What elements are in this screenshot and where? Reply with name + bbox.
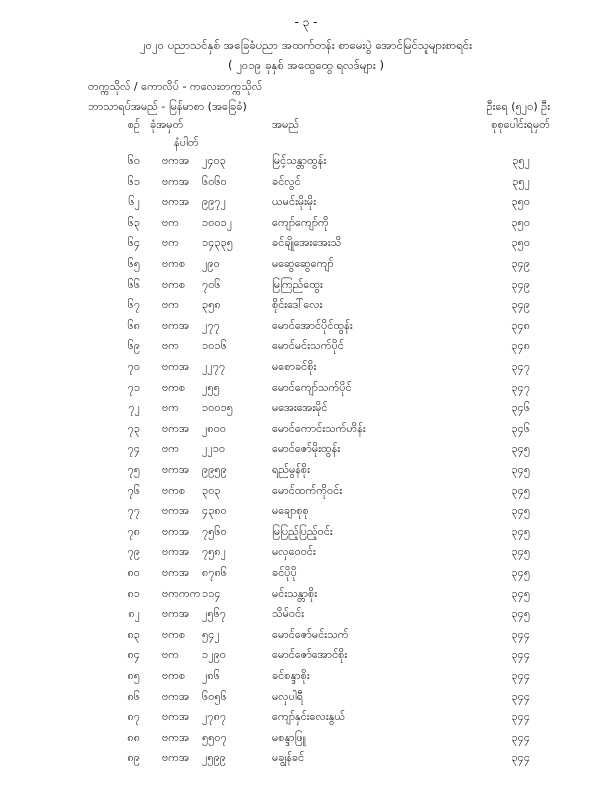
student-name: မအေးအေးမိုင် — [272, 401, 328, 415]
total-marks: ၃၄၇ — [511, 360, 530, 373]
table-row — [0, 525, 612, 545]
roll-prefix: ဗကအ — [162, 689, 190, 703]
roll-number: ၂၅၅ — [202, 380, 220, 394]
roll-number: ၃၅၈ — [202, 298, 221, 312]
row-number: ၈၅ — [127, 669, 140, 682]
row-number: ၈၈ — [127, 730, 140, 744]
row-number: ၆၉ — [127, 339, 140, 353]
table-row — [0, 731, 612, 751]
roll-prefix: ဗကအ — [162, 154, 190, 167]
row-number: ၇၃ — [127, 421, 140, 435]
total-marks: ၃၄၅ — [511, 545, 530, 559]
roll-prefix: ဗက — [162, 236, 180, 250]
roll-prefix: ဗက — [162, 401, 180, 415]
total-marks: ၃၅၀ — [511, 236, 530, 250]
row-number: ၇၄ — [127, 442, 140, 456]
row-number: ၇၉ — [127, 545, 140, 559]
student-name: မင်းသန္တာစိုး — [272, 586, 317, 600]
student-name: မောင်မင်းသက်ပိုင် — [272, 339, 344, 353]
table-row — [0, 442, 612, 462]
roll-prefix: ဗကစ — [162, 380, 186, 394]
table-row — [0, 545, 612, 565]
table-row — [0, 422, 612, 442]
university-line: တက္ကသိုလ် / ကောလိပ် - ကလေးတက္ကသိုလ် — [88, 80, 263, 93]
table-row — [0, 236, 612, 256]
table-row — [0, 298, 612, 318]
row-number: ၆၈ — [127, 318, 140, 332]
roll-number: ၁၄၃၃၅ — [202, 236, 233, 250]
roll-prefix: ဗက — [162, 339, 180, 353]
roll-number: ၂၉၀ — [202, 257, 220, 270]
roll-prefix: ဗကအ — [162, 318, 190, 332]
roll-number: ၇၀၆ — [202, 277, 221, 291]
student-name: မောင်ကျော်သက်ပိုင် — [272, 380, 352, 394]
row-number: ၈၇ — [127, 710, 140, 724]
page-number: - ၃ - — [294, 15, 318, 29]
roll-number: ၂၈၀၀ — [202, 421, 227, 435]
document-subtitle: ( ၂၀၁၉ ခုနှစ် အထွေထွေ ရလဒ်များ ) — [228, 58, 384, 72]
roll-number: ၂၂၇၇ — [202, 360, 226, 373]
row-number: ၇၇ — [127, 504, 140, 518]
roll-number: ၂၅၉၉ — [202, 751, 226, 765]
row-number: ၇၁ — [127, 380, 140, 394]
row-number: ၈၂ — [128, 607, 140, 621]
candidate-count: ဦးရေ (၅၂၀) ဦး — [486, 100, 550, 113]
table-row — [0, 175, 612, 195]
roll-number: ၁၁၄ — [202, 586, 221, 600]
student-name: မောင်ကောင်းသက်ဟိန်း — [272, 421, 366, 435]
roll-number: ၆၀၅၆ — [202, 689, 227, 703]
roll-prefix: ဗကအ — [162, 360, 190, 373]
column-header-roll-sub: နံပါတ် — [174, 136, 199, 149]
roll-number: ၂၅၆၇ — [202, 607, 226, 621]
total-marks: ၃၄၅ — [511, 586, 530, 600]
roll-number: ၉၉၅၉ — [202, 463, 227, 476]
total-marks: ၃၄၇ — [511, 380, 530, 394]
total-marks: ၃၄၅ — [511, 566, 530, 579]
table-row — [0, 257, 612, 277]
row-number: ၈၁ — [127, 586, 140, 600]
student-name: မောင်ဇော်မိုးထွန်း — [272, 442, 341, 456]
roll-number: ၃၀၃ — [202, 483, 221, 497]
roll-prefix: ဗကအ — [162, 463, 190, 476]
total-marks: ၃၅၀ — [511, 195, 530, 209]
table-row — [0, 195, 612, 215]
roll-prefix: ဗက — [162, 215, 180, 229]
student-name: မချောစုစု — [272, 504, 309, 518]
total-marks: ၃၄၅ — [511, 524, 530, 538]
student-name: ခင်စန္ဒာစိုး — [272, 669, 310, 682]
student-name: သိမ်ဝင်း — [272, 607, 304, 621]
student-name: ခင်ပိုပို — [272, 566, 297, 579]
table-row — [0, 381, 612, 401]
row-number: ၈၄ — [127, 648, 140, 662]
table-row — [0, 278, 612, 298]
total-marks: ၃၄၅ — [511, 463, 530, 476]
row-number: ၇၆ — [127, 483, 140, 497]
row-number: ၆၁ — [127, 174, 140, 188]
total-marks: ၃၄၅ — [511, 504, 530, 518]
roll-prefix: ဗကအ — [162, 195, 190, 209]
total-marks: ၃၄၆ — [511, 421, 530, 435]
roll-prefix: ဗကအ — [162, 566, 190, 579]
total-marks: ၃၅၂ — [512, 174, 530, 188]
student-name: ယမင်းမိုးမိုး — [272, 195, 317, 209]
row-number: ၈၉ — [127, 751, 140, 765]
total-marks: ၃၄၄ — [511, 751, 530, 765]
student-name: မြကြည်ထွေး — [272, 277, 323, 291]
row-number: ၈၀ — [127, 566, 140, 579]
row-number: ၆၅ — [127, 257, 140, 270]
row-number: ၈၆ — [127, 689, 140, 703]
subject-line: ဘာသာရပ်အမည် - မြန်မာစာ (အခြေခံ) — [88, 100, 247, 113]
student-name: မဆွေဆွေကျော် — [272, 257, 334, 270]
student-name: မောင်အောင်ပိုင်ထွန်း — [272, 318, 353, 332]
table-row — [0, 360, 612, 380]
roll-prefix: ဗကစ — [162, 277, 186, 291]
table-row — [0, 710, 612, 730]
student-name: စိုင်းဒေါ်လေး — [272, 298, 323, 312]
roll-number: ၂၇၇ — [202, 318, 220, 332]
roll-number: ၈၇၈၆ — [202, 566, 227, 579]
total-marks: ၃၄၆ — [511, 401, 530, 415]
student-name: မြင့်သန္တာထွန်း — [272, 154, 327, 167]
roll-prefix: ဗကကက — [162, 586, 201, 600]
roll-number: ၂၂၁၀ — [202, 442, 226, 456]
total-marks: ၃၄၄ — [511, 730, 530, 744]
roll-number: ၇၅၈၂ — [202, 545, 227, 559]
roll-prefix: ဗကအ — [162, 504, 190, 518]
total-marks: ၃၄၅ — [511, 483, 530, 497]
total-marks: ၃၄၄ — [511, 689, 530, 703]
document-title: ၂၀၂၀ ပညာသင်နှစ် အခြေခံပညာ အထက်တန်း စာမေးပွဲ အောင်မြင်သူများစာရင်း — [139, 38, 473, 52]
student-name: မလှပါရီ — [272, 689, 304, 703]
total-marks: ၃၄၅ — [511, 607, 530, 621]
row-number: ၇၅ — [127, 463, 140, 476]
table-row — [0, 463, 612, 483]
student-name: မစန္ဒာဖြူ — [272, 730, 306, 744]
table-row — [0, 566, 612, 586]
table-row — [0, 751, 612, 771]
table-row — [0, 154, 612, 174]
roll-prefix: ဗကအ — [162, 730, 190, 744]
roll-number: ၁၀၀၁၅ — [202, 401, 233, 415]
total-marks: ၃၅၀ — [511, 215, 530, 229]
student-name: မချွန်ခင် — [272, 751, 305, 765]
roll-prefix: ဗက — [162, 442, 180, 456]
roll-prefix: ဗကအ — [162, 607, 190, 621]
student-name: ခင်လွင် — [272, 174, 301, 188]
total-marks: ၃၄၄ — [511, 627, 530, 641]
column-header-marks: စုစုပေါင်းရမှတ် — [491, 118, 550, 131]
table-row — [0, 628, 612, 648]
row-number: ၇၀ — [127, 360, 140, 373]
table-row — [0, 319, 612, 339]
column-header-roll: ခုံအမှတ် — [150, 118, 184, 131]
row-number: ၆၀ — [127, 154, 140, 167]
row-number: ၆၆ — [127, 277, 140, 291]
table-row — [0, 339, 612, 359]
roll-prefix: ဗကအ — [162, 421, 190, 435]
student-name: ကျော်နှင်းလေးနွယ် — [272, 710, 346, 724]
student-name: ခင်ချိုအေးအေးသိ — [272, 236, 342, 250]
roll-number: ၅၄၂ — [202, 627, 220, 641]
total-marks: ၃၄၄ — [511, 710, 530, 724]
roll-number: ၁၀၀၁၂ — [202, 215, 233, 229]
student-name: မောင်ဇော်အောင်စိုး — [272, 648, 348, 662]
student-name: မလှဝေဝင်း — [272, 545, 316, 559]
table-row — [0, 484, 612, 504]
table-row — [0, 648, 612, 668]
roll-prefix: ဗကစ — [162, 627, 186, 641]
roll-prefix: ဗကစ — [162, 483, 186, 497]
student-name: မြပြည့်ပြည့်ဝင်း — [272, 524, 333, 538]
roll-prefix: ဗက — [162, 298, 180, 312]
row-number: ၆၂ — [128, 195, 140, 209]
row-number: ၇၈ — [127, 524, 140, 538]
total-marks: ၃၄၄ — [511, 648, 530, 662]
roll-prefix: ဗကအ — [162, 524, 190, 538]
roll-number: ၂၄၀၃ — [202, 154, 226, 167]
total-marks: ၃၄၈ — [511, 318, 530, 332]
total-marks: ၃၅၂ — [512, 154, 530, 167]
total-marks: ၃၄၉ — [511, 257, 530, 270]
table-row — [0, 216, 612, 236]
roll-number: ၁၂၉၀ — [202, 648, 226, 662]
roll-prefix: ဗက — [162, 648, 180, 662]
table-row — [0, 669, 612, 689]
roll-number: ၂၈၆ — [202, 669, 220, 682]
table-row — [0, 690, 612, 710]
table-row — [0, 401, 612, 421]
row-number: ၆၄ — [127, 236, 140, 250]
row-number: ၈၃ — [127, 627, 140, 641]
roll-prefix: ဗကအ — [162, 545, 190, 559]
roll-number: ၉၉၇၂ — [202, 195, 226, 209]
roll-number: ၅၅၀၇ — [202, 730, 227, 744]
total-marks: ၃၄၉ — [511, 298, 530, 312]
roll-prefix: ဗကစ — [162, 669, 186, 682]
roll-prefix: ဗကအ — [162, 751, 190, 765]
student-name: မောင်ထက်ကိုဝင်း — [272, 483, 343, 497]
table-row — [0, 587, 612, 607]
column-header-name: အမည် — [272, 118, 300, 131]
student-name: ကျော်ကျော်ကို — [272, 215, 329, 229]
roll-prefix: ဗကအ — [162, 710, 190, 724]
table-row — [0, 607, 612, 627]
roll-number: ၂၇၈၇ — [202, 710, 227, 724]
roll-number: ၄၃၈၀ — [202, 504, 227, 518]
column-header-no: စဉ် — [127, 118, 140, 131]
total-marks: ၃၄၈ — [511, 339, 530, 353]
student-name: မောင်ဇော်မင်းသက် — [272, 627, 349, 641]
row-number: ၆၇ — [127, 298, 140, 312]
roll-number: ၁၀၁၆ — [202, 339, 227, 353]
student-name: ရည်မွန်စိုး — [272, 463, 310, 476]
table-row — [0, 504, 612, 524]
total-marks: ၃၄၅ — [511, 442, 530, 456]
roll-number: ၆၀၆၀ — [202, 174, 227, 188]
roll-prefix: ဗကစ — [162, 257, 186, 270]
student-name: မစောခင်စိုး — [272, 360, 317, 373]
roll-prefix: ဗကအ — [162, 174, 190, 188]
total-marks: ၃၄၄ — [511, 669, 530, 682]
roll-number: ၇၅၆၀ — [202, 524, 227, 538]
row-number: ၇၂ — [128, 401, 140, 415]
row-number: ၆၃ — [127, 215, 140, 229]
total-marks: ၃၄၉ — [511, 277, 530, 291]
